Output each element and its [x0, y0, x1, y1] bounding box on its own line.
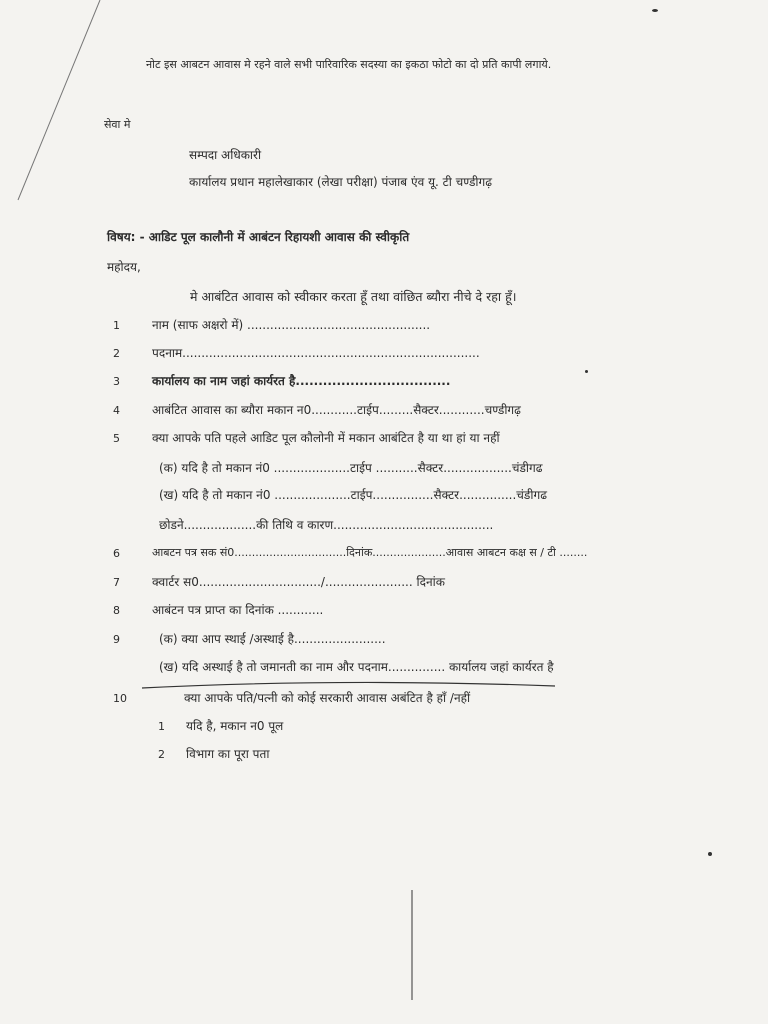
item-number: 7 — [113, 576, 120, 589]
sub-item-number: 2 — [158, 748, 165, 761]
field-guarantor: (ख) यदि अस्थाई है तो जमानती का नाम और पदनाम............... कार्यालय जहां कार्यरत है — [159, 660, 554, 674]
intro-paragraph: मे आबंटित आवास को स्वीकार करता हूँ तथा वांछित ब्यौरा नीचे दे रहा हूँ। — [190, 289, 517, 304]
item-number: 8 — [113, 604, 120, 617]
field-quarter-number: क्वार्टर स0................................/....................... दिनांक — [152, 575, 445, 589]
subject-line: विषय: - आडिट पूल कालौनी में आबंटन रिहायशी आवास की स्वीकृति — [107, 230, 410, 244]
item-number: 9 — [113, 633, 120, 646]
field-allotment-letter: आबटन पत्र सक सं0................................दिनांक.....................आवास आबटन कक्ष स / टी ........ — [152, 546, 588, 559]
item-number: 4 — [113, 404, 120, 417]
field-office: कार्यालय का नाम जहां कार्यरत है.................................. — [152, 374, 451, 388]
item-number: 6 — [113, 547, 120, 560]
scan-artifact-streak — [411, 890, 413, 1000]
field-spouse-house: यदि है, मकान न0 पूल — [186, 719, 284, 733]
scan-speck — [652, 9, 658, 12]
field-name: नाम (साफ अक्षरो में) ................................................ — [152, 318, 431, 332]
item-number: 1 — [113, 319, 120, 332]
item-number: 10 — [113, 692, 127, 705]
scan-speck — [708, 852, 712, 856]
field-vacating-date: छोडने...................की तिथि व कारण.......................................... — [159, 518, 494, 532]
field-previous-house-a: (क) यदि है तो मकान नं0 ....................टाईप ...........सैक्टर..................चंडीगढ — [159, 461, 543, 475]
sub-item-number: 1 — [158, 720, 165, 733]
item-number: 5 — [113, 432, 120, 445]
recipient-office: कार्यालय प्रधान महालेखाकार (लेखा परीक्षा) पंजाब एंव यू. टी चण्डीगढ़ — [189, 175, 492, 189]
note-text: नोट इस आबटन आवास मे रहने वाले सभी पारिवारिक सदस्या का इकठा फोटो का दो प्रति कापी लगाये. — [146, 58, 552, 71]
field-spouse-allotment: क्या आपके पति/पत्नी को कोई सरकारी आवास अबंटित है हाँ /नहीं — [184, 691, 471, 705]
item-number: 3 — [113, 375, 120, 388]
field-designation: पदनाम.............................................................................. — [152, 346, 480, 360]
salutation: महोदय, — [107, 260, 141, 274]
field-receipt-date: आबंटन पत्र प्राप्त का दिनांक ............ — [152, 603, 324, 617]
field-previous-house-b: (ख) यदि है तो मकान नं0 ....................टाईप................सैक्टर...............चंडीगढ — [159, 488, 547, 502]
scan-speck — [585, 370, 588, 373]
to-label: सेवा मे — [104, 118, 131, 131]
scan-artifact-diagonal-line — [0, 0, 120, 230]
recipient-title: सम्पदा अधिकारी — [189, 148, 262, 162]
field-permanent-temporary: (क) क्या आप स्थाई /अस्थाई है........................ — [159, 632, 386, 646]
field-previous-allotment: क्या आपके पति पहले आडिट पूल कौलोनी में मकान आबंटित है या था हां या नहीं — [152, 431, 500, 445]
field-department-address: विभाग का पूरा पता — [186, 747, 270, 761]
item-number: 2 — [113, 347, 120, 360]
field-allotted-house: आबंटित आवास का ब्यौरा मकान न0............टाईप.........सैक्टर............चण्डीगढ़ — [152, 403, 521, 417]
